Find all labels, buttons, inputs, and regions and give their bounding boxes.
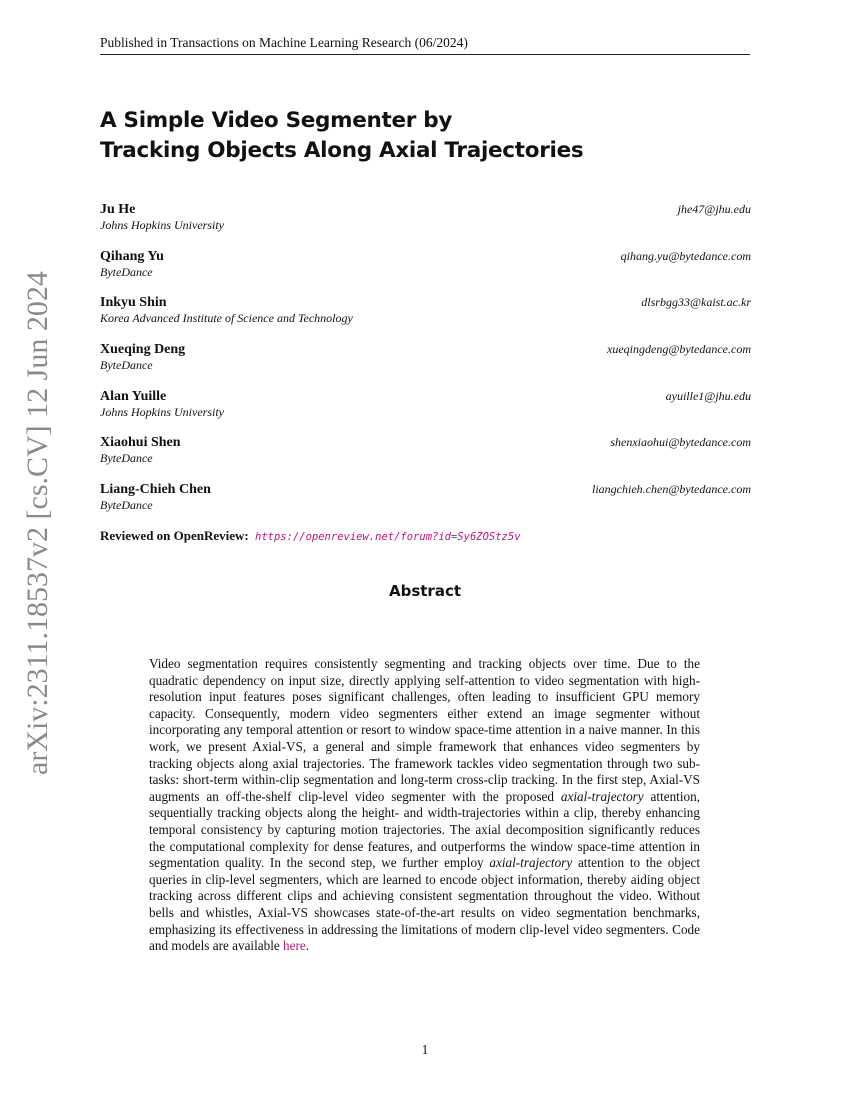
author-affiliation: Johns Hopkins University xyxy=(100,404,224,419)
author-email[interactable]: jhe47@jhu.edu xyxy=(677,202,751,216)
author-email[interactable]: qihang.yu@bytedance.com xyxy=(620,248,751,263)
author-email[interactable]: liangchieh.chen@bytedance.com xyxy=(592,482,751,497)
author-email[interactable]: xueqingdeng@bytedance.com xyxy=(607,342,751,357)
author-email[interactable]: ayuille1@jhu.edu xyxy=(665,388,751,403)
author-affiliation: ByteDance xyxy=(100,264,153,279)
abstract-body xyxy=(149,656,700,955)
author-name: Liang-Chieh Chen xyxy=(100,482,211,498)
author-affiliation: Korea Advanced Institute of Science and Technology xyxy=(100,311,353,326)
title-line-1: A Simple Video Segmenter by xyxy=(100,108,453,133)
author-entry xyxy=(100,294,751,341)
author-name: Inkyu Shin xyxy=(100,295,167,311)
author-list xyxy=(100,201,751,528)
author-entry xyxy=(100,341,751,388)
review-line xyxy=(100,528,750,544)
author-name: Qihang Yu xyxy=(100,248,164,264)
author-affiliation: Johns Hopkins University xyxy=(100,218,224,232)
abstract-text: . xyxy=(305,938,310,954)
openreview-link[interactable]: https://openreview.net/forum?id=Sy6ZOStz5v xyxy=(255,531,521,543)
author-entry xyxy=(100,434,751,481)
paper-title xyxy=(100,106,750,166)
author-name: Xueqing Deng xyxy=(100,342,186,358)
author-email[interactable]: shenxiaohui@bytedance.com xyxy=(610,435,751,450)
author-affiliation: ByteDance xyxy=(100,498,153,513)
arxiv-stamp: arXiv:2311.18537v2 [cs.CV] 12 Jun 2024 xyxy=(21,271,54,775)
abstract-text: attention, sequentially tracking objects along the height- and width-trajectories within a clip, thereby enhancing temporal consistency by capturing motion trajectories. The axial decomposition significantly reduces the computational complexity for dense features, and outperforms the window space-time attention in segmentation quality. In the second step, we further employ xyxy=(149,788,700,871)
review-label: Reviewed on OpenReview: xyxy=(100,528,249,543)
code-link[interactable]: here xyxy=(283,938,306,954)
author-affiliation: ByteDance xyxy=(100,358,153,373)
author-name: Alan Yuille xyxy=(100,388,167,404)
author-entry xyxy=(100,481,751,528)
abstract-text: Video segmentation requires consistently segmenting and tracking objects over time. Due to the quadratic dependency on input size, directly applying self-attention to video segmentation with high-resolution input features poses significant challenges, often leading to insufficient GPU memory capacity. Consequently, modern video segmenters either extend an image segmenter without incorporating any temporal attention or resort to window space-time attention in a naive manner. In this work, we present Axial-VS, a general and simple framework that enhances video segmenters by tracking objects along axial trajectories. The framework tackles video segmentation through two sub-tasks: short-term within-clip segmentation and long-term cross-clip tracking. In the first step, Axial-VS augments an off-the-shelf clip-level video segmenter with the proposed xyxy=(149,656,700,804)
author-entry xyxy=(100,248,751,295)
title-line-2: Tracking Objects Along Axial Trajectories xyxy=(100,138,584,163)
author-affiliation: ByteDance xyxy=(100,451,153,466)
author-name: Xiaohui Shen xyxy=(100,435,181,451)
abstract-text: attention to the object queries in clip-level segmenters, which are learned to encode object information, thereby aiding object tracking across different clips and achieving consistent segmentation throughout the video. Without bells and whistles, Axial-VS showcases state-of-the-art results on video segmentation benchmarks, emphasizing its effectiveness in addressing the limitations of modern clip-level video segmenters. Code and models are available xyxy=(149,855,700,954)
author-name: Ju He xyxy=(100,202,136,217)
author-email[interactable]: dlsrbgg33@kaist.ac.kr xyxy=(641,295,751,310)
author-entry xyxy=(100,388,751,435)
page-number: 1 xyxy=(421,1042,429,1057)
author-entry xyxy=(100,201,751,248)
abstract-emphasis: axial-trajectory xyxy=(489,855,573,871)
abstract-heading: Abstract xyxy=(388,582,462,600)
abstract-emphasis: axial-trajectory xyxy=(560,788,644,804)
running-header: Published in Transactions on Machine Learning Research (06/2024) xyxy=(100,35,750,55)
